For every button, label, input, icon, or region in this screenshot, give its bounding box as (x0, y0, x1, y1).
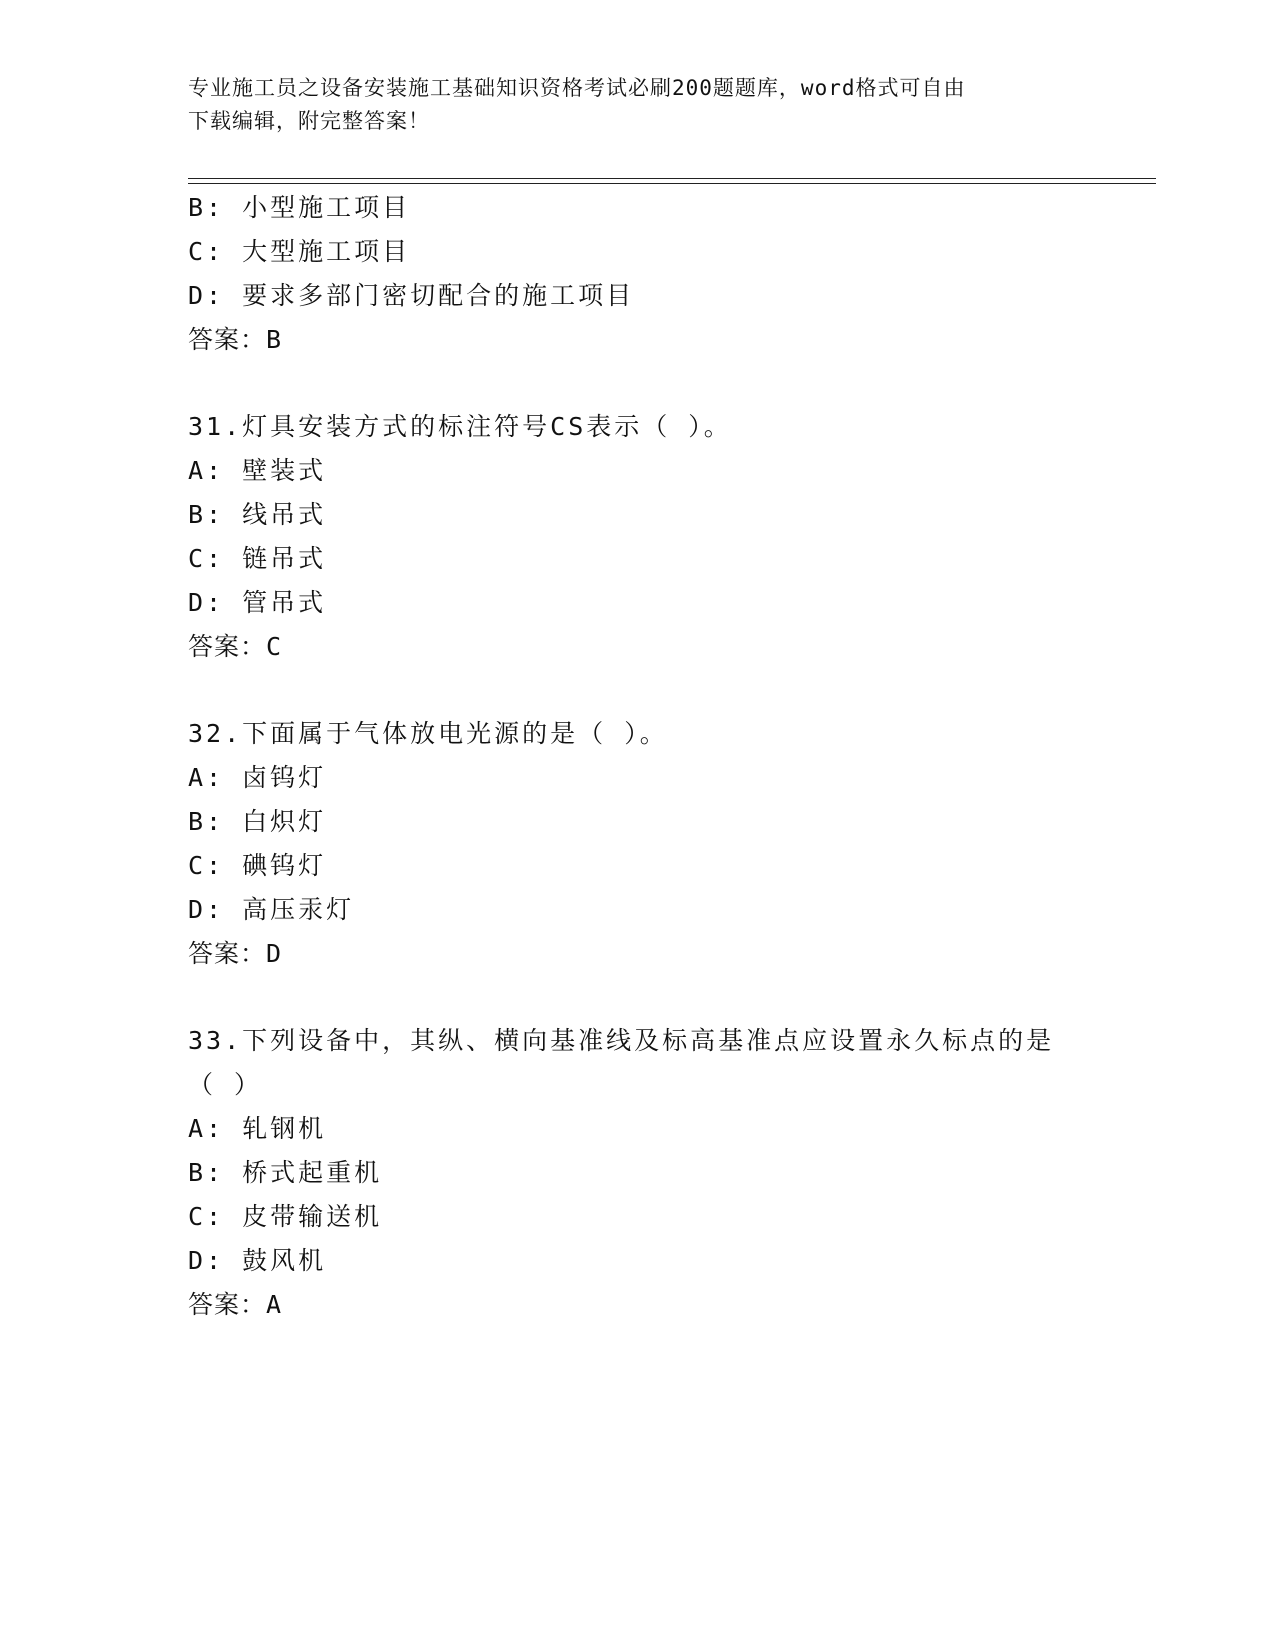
answer-line (188, 627, 282, 663)
answer-value: A (266, 1290, 283, 1319)
header-divider-top (188, 178, 1156, 179)
document-header (188, 72, 1068, 138)
option-c: C: 碘钨灯 (188, 851, 327, 880)
question-stem-line-2: （ ） (188, 1070, 263, 1099)
answer-label: 答案： (188, 325, 267, 354)
header-line-2: 下载编辑，附完整答案！ (188, 109, 430, 133)
question-stem: 31.灯具安装方式的标注符号CS表示（ ）。 (188, 412, 732, 441)
answer-value: C (266, 632, 283, 661)
answer-label: 答案： (188, 1290, 267, 1319)
answer-value: D (266, 939, 283, 968)
option-d: D: 高压汞灯 (188, 895, 355, 924)
option-d: D: 要求多部门密切配合的施工项目 (188, 281, 635, 310)
answer-line (188, 934, 282, 970)
question-stem-line-1: 33.下列设备中，其纵、横向基准线及标高基准点应设置永久标点的是 (188, 1026, 1055, 1055)
answer-value: B (266, 325, 283, 354)
answer-line (188, 320, 282, 356)
option-b: B: 小型施工项目 (188, 193, 411, 222)
answer-label: 答案： (188, 939, 267, 968)
option-c: C: 皮带输送机 (188, 1202, 383, 1231)
option-d: D: 管吊式 (188, 588, 327, 617)
option-a: A: 卤钨灯 (188, 763, 327, 792)
option-b: B: 白炽灯 (188, 807, 327, 836)
answer-line (188, 1285, 282, 1321)
option-c: C: 链吊式 (188, 544, 327, 573)
question-stem: 32.下面属于气体放电光源的是（ ）。 (188, 719, 668, 748)
header-divider-bottom (188, 183, 1156, 184)
header-line-1: 专业施工员之设备安装施工基础知识资格考试必刷200题题库，word格式可自由 (188, 76, 966, 100)
option-d: D: 鼓风机 (188, 1246, 327, 1275)
answer-label: 答案： (188, 632, 267, 661)
option-c: C: 大型施工项目 (188, 237, 411, 266)
option-b: B: 线吊式 (188, 500, 327, 529)
option-b: B: 桥式起重机 (188, 1158, 383, 1187)
option-a: A: 壁装式 (188, 456, 327, 485)
option-a: A: 轧钢机 (188, 1114, 327, 1143)
